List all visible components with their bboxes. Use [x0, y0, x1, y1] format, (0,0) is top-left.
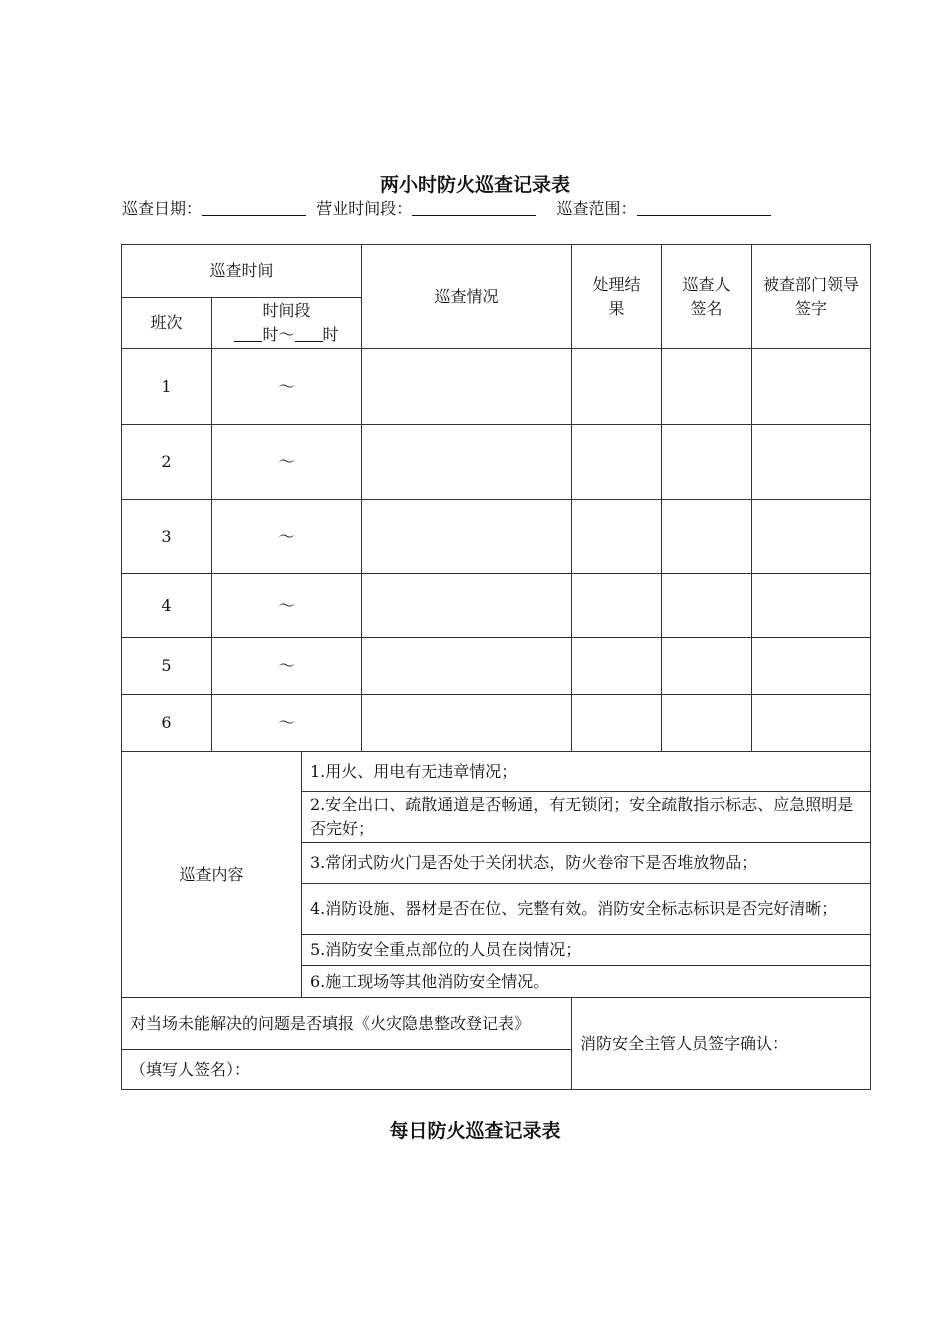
leader-cell[interactable]: [752, 695, 871, 752]
header-dept-leader: 被查部门领导签字: [752, 245, 871, 349]
content-item: 3.常闭式防火门是否处于关闭状态，防火卷帘下是否堆放物品；: [302, 843, 871, 884]
status-cell[interactable]: [362, 349, 572, 425]
result-cell[interactable]: [572, 695, 662, 752]
result-cell[interactable]: [572, 500, 662, 574]
manager-confirm[interactable]: 消防安全主管人员签字确认：: [572, 998, 871, 1090]
inspector-cell[interactable]: [662, 349, 752, 425]
shift-cell: 1: [122, 349, 212, 425]
content-item: 1.用火、用电有无违章情况；: [302, 752, 871, 792]
leader-cell[interactable]: [752, 500, 871, 574]
report-question: 对当场未能解决的问题是否填报《火灾隐患整改登记表》: [122, 998, 572, 1050]
shift-cell: 5: [122, 638, 212, 695]
content-item: 4.消防设施、器材是否在位、完整有效。消防安全标志标识是否完好清晰；: [302, 884, 871, 935]
inspector-cell[interactable]: [662, 425, 752, 500]
inspector-cell[interactable]: [662, 695, 752, 752]
table-row: [122, 638, 871, 695]
status-cell[interactable]: [362, 638, 572, 695]
table-row: [122, 500, 871, 574]
status-cell[interactable]: [362, 500, 572, 574]
info-line: [122, 196, 771, 219]
status-cell[interactable]: [362, 695, 572, 752]
shift-cell: 4: [122, 574, 212, 638]
hours-field[interactable]: [412, 199, 536, 216]
header-result: 处理结果: [572, 245, 662, 349]
shift-cell: 2: [122, 425, 212, 500]
result-cell[interactable]: [572, 638, 662, 695]
content-label: 巡查内容: [122, 752, 302, 998]
header-patrol-status: 巡查情况: [362, 245, 572, 349]
table-row: [122, 349, 871, 425]
inspector-cell[interactable]: [662, 574, 752, 638]
table-row: [122, 695, 871, 752]
leader-cell[interactable]: [752, 349, 871, 425]
content-item: 6.施工现场等其他消防安全情况。: [302, 966, 871, 998]
result-cell[interactable]: [572, 349, 662, 425]
time-range-cell[interactable]: ～: [212, 638, 362, 695]
table-row: [122, 574, 871, 638]
filler-sign[interactable]: （填写人签名）：: [122, 1050, 572, 1090]
time-range-cell[interactable]: ～: [212, 349, 362, 425]
date-label: 巡查日期：: [122, 199, 203, 218]
leader-cell[interactable]: [752, 425, 871, 500]
result-cell[interactable]: [572, 574, 662, 638]
time-range-cell[interactable]: ～: [212, 500, 362, 574]
content-item: 2.安全出口、疏散通道是否畅通，有无锁闭；安全疏散指示标志、应急照明是否完好；: [302, 792, 871, 843]
patrol-table: [121, 244, 871, 1090]
header-patrol-time: 巡查时间: [122, 245, 362, 298]
inspector-cell[interactable]: [662, 500, 752, 574]
date-field[interactable]: [202, 199, 306, 216]
leader-cell[interactable]: [752, 574, 871, 638]
status-cell[interactable]: [362, 574, 572, 638]
status-cell[interactable]: [362, 425, 572, 500]
header-time-period: 时间段 时～ 时: [212, 298, 362, 349]
time-range-cell[interactable]: ～: [212, 574, 362, 638]
inspector-cell[interactable]: [662, 638, 752, 695]
hours-label: 营业时间段：: [316, 199, 413, 218]
leader-cell[interactable]: [752, 638, 871, 695]
time-range-cell[interactable]: ～: [212, 425, 362, 500]
header-shift: 班次: [122, 298, 212, 349]
content-item: 5.消防安全重点部位的人员在岗情况；: [302, 935, 871, 966]
table-row: [122, 425, 871, 500]
second-title: 每日防火巡查记录表: [389, 1120, 561, 1142]
time-range-cell[interactable]: ～: [212, 695, 362, 752]
scope-label: 巡查范围：: [556, 199, 637, 218]
header-inspector: 巡查人签名: [662, 245, 752, 349]
shift-cell: 3: [122, 500, 212, 574]
page-title: 两小时防火巡查记录表: [379, 174, 570, 196]
shift-cell: 6: [122, 695, 212, 752]
result-cell[interactable]: [572, 425, 662, 500]
scope-field[interactable]: [637, 199, 771, 216]
